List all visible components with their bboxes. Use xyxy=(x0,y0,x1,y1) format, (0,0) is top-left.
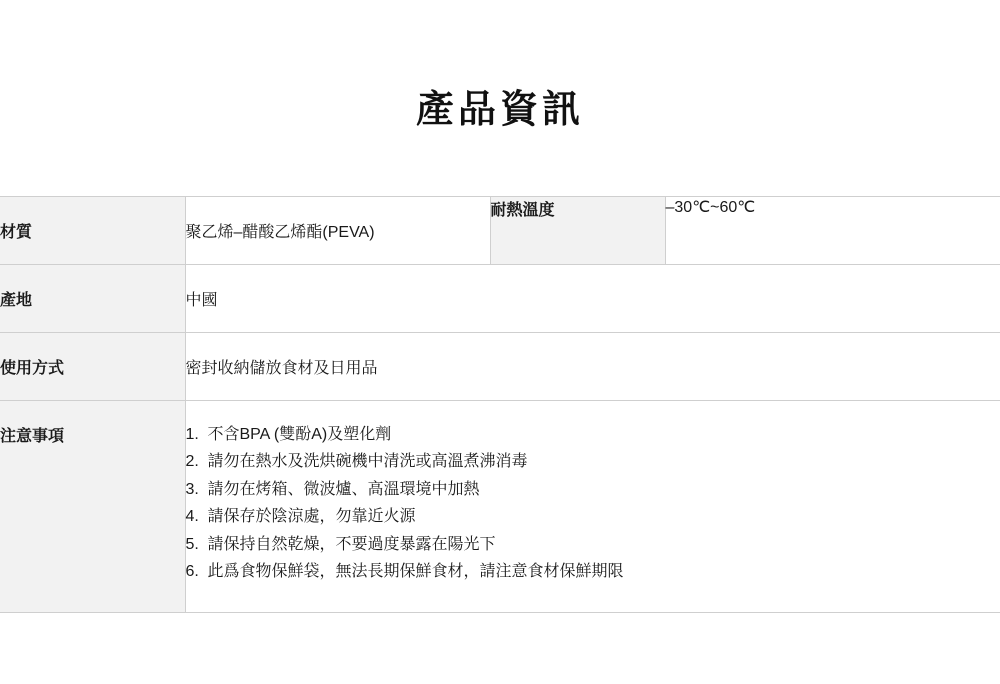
list-item xyxy=(186,421,1000,449)
list-item xyxy=(186,448,1000,476)
table-row xyxy=(0,264,1000,332)
list-item-text: 請保存於陰涼處，勿靠近火源 xyxy=(207,508,416,526)
row-value-usage: 密封收納儲放食材及日用品 xyxy=(185,359,378,377)
row-label-origin: 產地 xyxy=(0,264,185,332)
page-title: 產品資訊 xyxy=(415,89,584,131)
table-row xyxy=(0,196,1000,264)
list-item-number: 4. xyxy=(185,508,199,526)
list-item xyxy=(186,531,1000,559)
list-item xyxy=(186,476,1000,504)
row-label-usage: 使用方式 xyxy=(0,332,185,400)
row-value-material: 聚乙烯–醋酸乙烯酯(PEVA) xyxy=(185,223,375,241)
list-item-text: 不含BPA (雙酚A)及塑化劑 xyxy=(207,425,392,443)
table-row xyxy=(0,332,1000,400)
list-item-text: 請保持自然乾燥，不要過度暴露在陽光下 xyxy=(207,535,496,553)
row-value-notes xyxy=(185,400,1000,612)
row-value-origin: 中國 xyxy=(185,291,218,309)
list-item-number: 2. xyxy=(185,453,199,471)
list-item-number: 3. xyxy=(185,480,199,498)
list-item-text: 請勿在烤箱、微波爐、高溫環境中加熱 xyxy=(207,480,480,498)
list-item xyxy=(186,558,1000,586)
list-item-text: 此爲食物保鮮袋，無法長期保鮮食材，請注意食材保鮮期限 xyxy=(207,563,624,581)
row-label-notes: 注意事項 xyxy=(0,400,185,612)
table-row xyxy=(0,400,1000,612)
list-item-number: 5. xyxy=(185,535,199,553)
list-item-number: 1. xyxy=(185,425,199,443)
list-item-number: 6. xyxy=(185,563,199,581)
row-value-heat-resistance: –30℃~60℃ xyxy=(665,198,756,216)
row-label-material: 材質 xyxy=(0,196,185,264)
row-label-heat-resistance: 耐熱溫度 xyxy=(490,196,665,264)
product-spec-table xyxy=(0,196,1000,613)
list-item-text: 請勿在熱水及洗烘碗機中清洗或高溫煮沸消毒 xyxy=(207,453,528,471)
notes-list xyxy=(186,421,1000,586)
list-item xyxy=(186,503,1000,531)
